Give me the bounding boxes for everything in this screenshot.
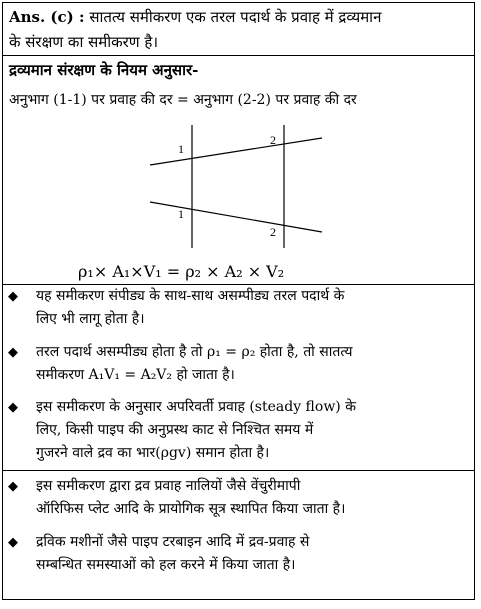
bullet-icon: ◆ — [8, 400, 18, 415]
pipe-section-diagram — [140, 120, 340, 255]
section-1-top-label: 1 — [178, 142, 184, 156]
bullet-icon: ◆ — [8, 345, 18, 360]
answer-label: Ans. (c) : — [9, 8, 85, 26]
bullet-item-2: तरल पदार्थ असम्पीड्य होता है तो ρ₁ = ρ₂ होता है, तो सातत्य समीकरण A₁V₁ = A₂V₂ हो जाता है। — [36, 344, 353, 383]
divider — [2, 470, 475, 471]
flow-rate-statement: अनुभाग (1-1) पर प्रवाह की दर = अनुभाग (2-2) पर प्रवाह की दर — [9, 92, 357, 108]
bullet-item-4: इस समीकरण द्वारा द्रव प्रवाह नालियों जैसे वेंचुरीमापी ऑरिफिस प्लेट आदि के प्रायोगिक सूत्र स्थापित किया जाता है। — [36, 478, 346, 517]
answer-text-1: सातत्य समीकरण एक तरल पदार्थ के प्रवाह में द्रव्यमान — [89, 8, 382, 26]
answer-line-1 — [9, 7, 381, 27]
bullet-icon: ◆ — [8, 479, 18, 494]
pipe-lower-wall — [150, 202, 322, 232]
section-1-bottom-label: 1 — [178, 207, 184, 221]
divider — [2, 55, 475, 56]
bullet-icon: ◆ — [8, 535, 18, 550]
pipe-upper-wall — [150, 138, 322, 165]
section-2-top-label: 2 — [270, 133, 276, 147]
section-heading: द्रव्यमान संरक्षण के नियम अनुसार- — [9, 61, 199, 79]
bullet-item-5: द्रविक मशीनों जैसे पाइप टरबाइन आदि में द्रव-प्रवाह से सम्बन्धित समस्याओं को हल करने में किया जाता है। — [36, 534, 310, 573]
continuity-formula: ρ₁× A₁×V₁ = ρ₂ × A₂ × V₂ — [78, 262, 285, 281]
bullet-icon: ◆ — [8, 289, 18, 304]
bullet-item-1: यह समीकरण संपीड्य के साथ-साथ असम्पीड्य तरल पदार्थ के लिए भी लागू होता है। — [36, 288, 345, 327]
answer-text-2: के संरक्षण का समीकरण है। — [9, 33, 159, 51]
bullet-item-3: इस समीकरण के अनुसार अपरिवर्ती प्रवाह (steady flow) के लिए, किसी पाइप की अनुप्रस्थ काट से निश्चित समय में गुजरने वाले द्रव का भार(ρgv) समान होता है। — [36, 399, 356, 461]
section-2-bottom-label: 2 — [270, 225, 276, 239]
